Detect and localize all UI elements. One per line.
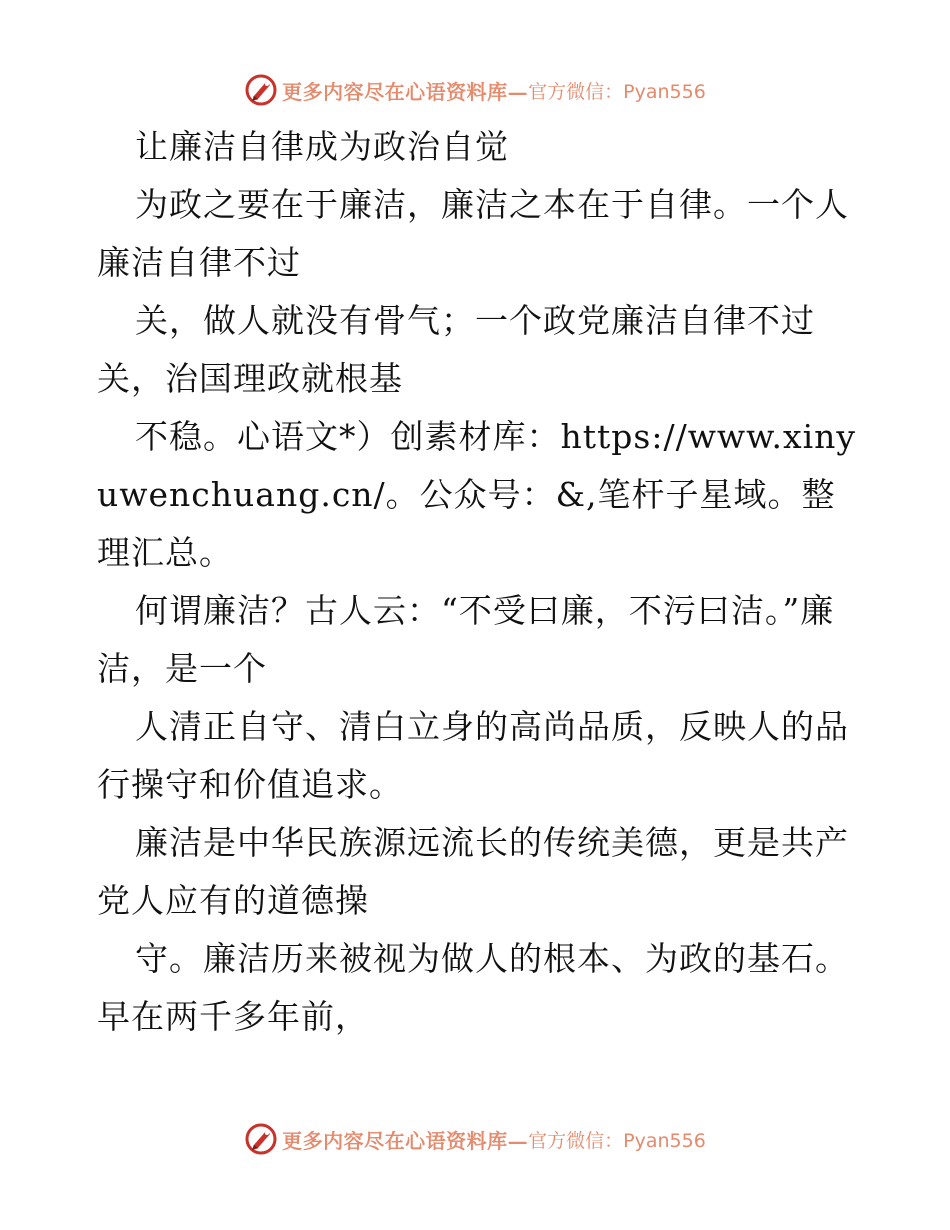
header-wechat-text: 官方微信：Pyan556 (528, 80, 706, 103)
paragraph: 不稳。心语文*）创素材库：https://www.xinyuwenchuang.cn/。公众号：&,笔杆子星域。整理汇总。 (97, 417, 857, 572)
paragraph: 守。廉洁历来被视为做人的根本、为政的基石。早在两千多年前， (97, 939, 849, 1036)
footer-banner (0, 1121, 950, 1157)
paragraph: 人清正自守、清白立身的高尚品质，反映人的品行操守和价值追求。 (97, 707, 849, 804)
header-banner-text: 更多内容尽在心语资料库— (282, 79, 529, 104)
pen-logo-icon (244, 73, 278, 107)
paragraph: 廉洁是中华民族源远流长的传统美德，更是共产党人应有的道德操 (97, 823, 849, 920)
header-banner (0, 72, 950, 108)
document-body (97, 118, 857, 1046)
paragraph: 为政之要在于廉洁，廉洁之本在于自律。一个人廉洁自律不过 (97, 185, 849, 282)
paragraph: 关，做人就没有骨气；一个政党廉洁自律不过关，治国理政就根基 (97, 301, 815, 398)
paragraph: 何谓廉洁？古人云：“不受曰廉，不污曰洁。”廉洁，是一个 (97, 591, 835, 688)
paragraph-title: 让廉洁自律成为政治自觉 (135, 127, 509, 166)
pen-logo-icon (244, 1122, 278, 1156)
footer-wechat-text: 官方微信：Pyan556 (528, 1129, 706, 1152)
footer-banner-text: 更多内容尽在心语资料库— (282, 1128, 529, 1153)
